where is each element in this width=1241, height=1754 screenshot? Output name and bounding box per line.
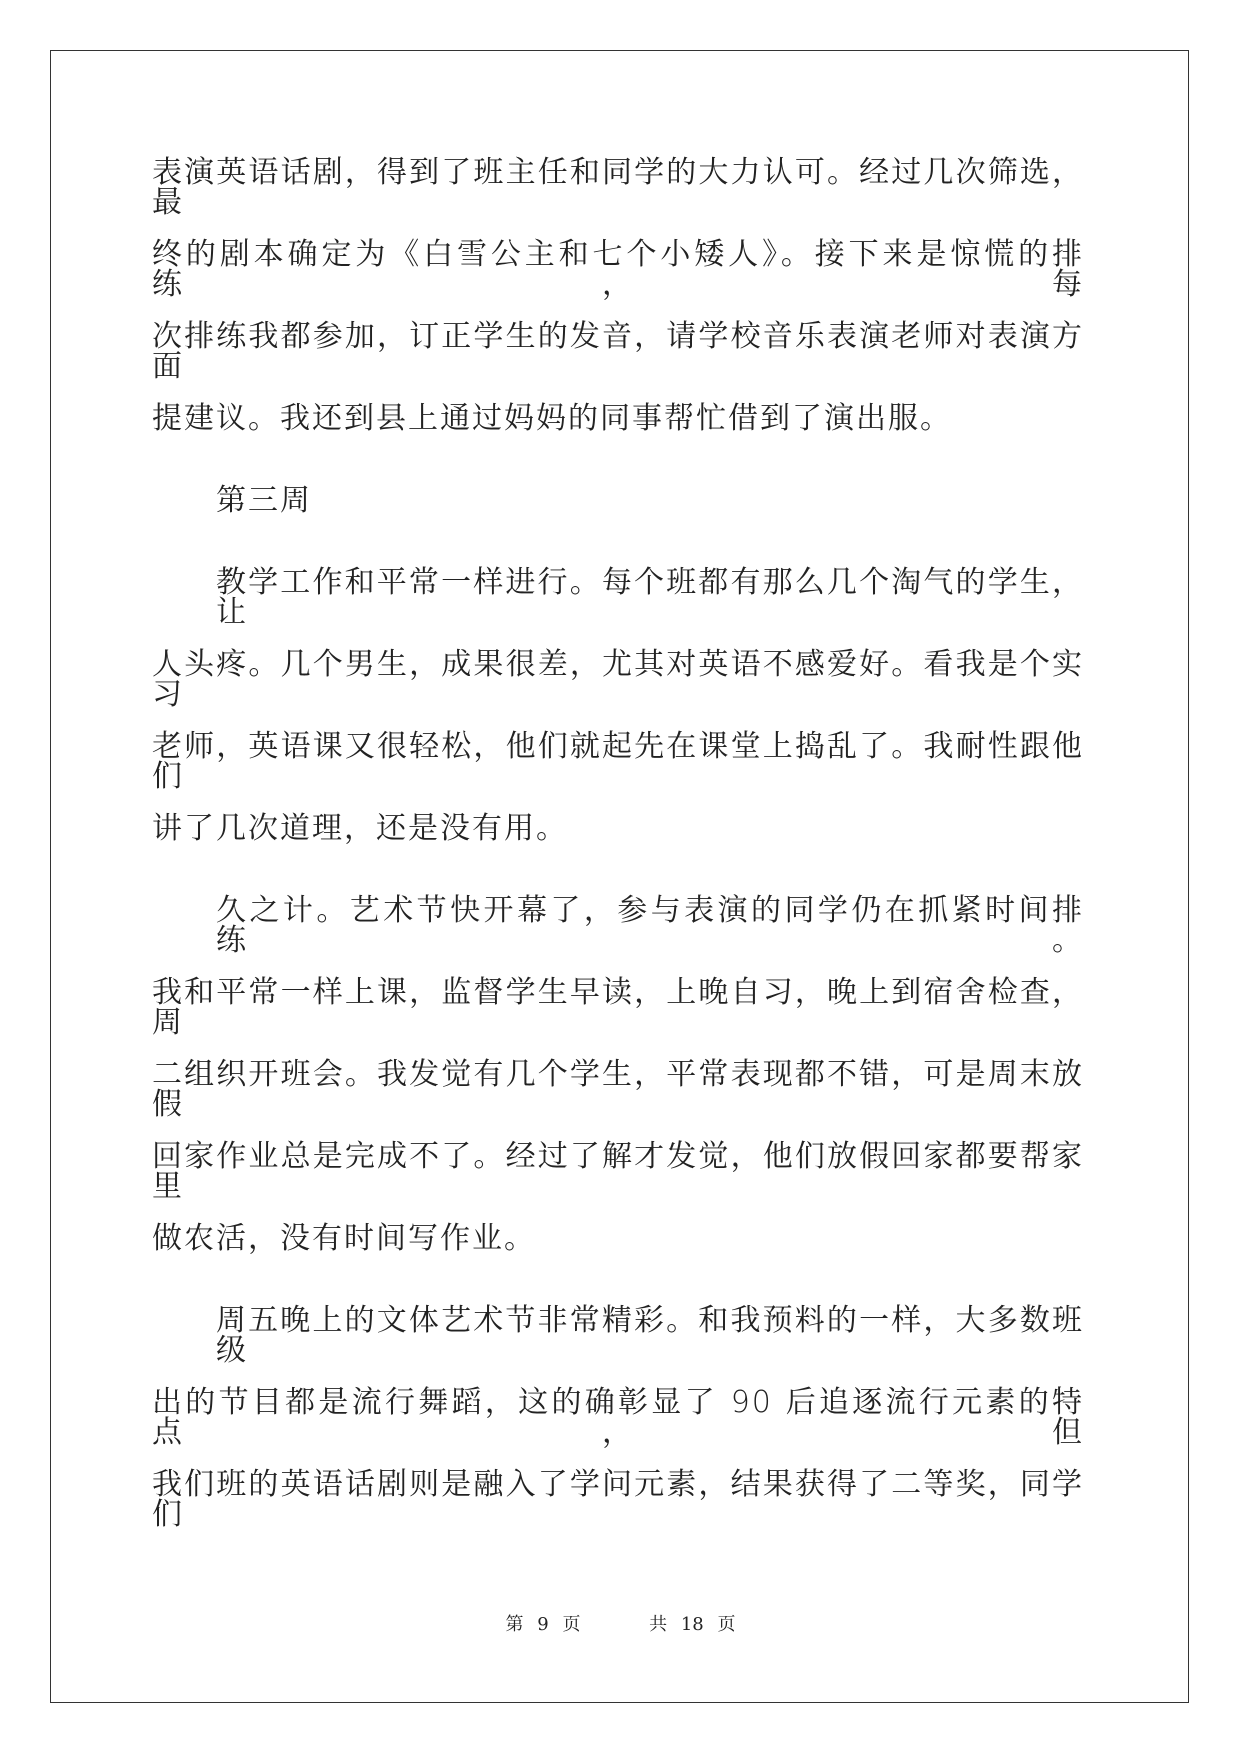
page-number: 第 9 页	[505, 1614, 581, 1635]
text-line: 久之计。艺术节快开幕了，参与表演的同学仍在抓紧时间排练。	[216, 893, 1084, 958]
text-line: 二组织开班会。我发觉有几个学生，平常表现都不错，可是周末放假	[152, 1057, 1084, 1122]
text-line: 提建议。我还到县上通过妈妈的同事帮忙借到了演出服。	[152, 401, 952, 436]
text-line: 回家作业总是完成不了。经过了解才发觉，他们放假回家都要帮家里	[152, 1139, 1084, 1204]
page-total: 共 18 页	[649, 1614, 736, 1635]
text-line: 做农活，没有时间写作业。	[152, 1221, 536, 1256]
text-line: 第三周	[216, 483, 312, 518]
text-line: 教学工作和平常一样进行。每个班都有那么几个淘气的学生，让	[216, 565, 1084, 630]
text-line: 表演英语话剧，得到了班主任和同学的大力认可。经过几次筛选，最	[152, 155, 1084, 220]
page-footer	[0, 1610, 1241, 1636]
text-line: 终的剧本确定为《白雪公主和七个小矮人》。接下来是惊慌的排练，每	[152, 237, 1084, 302]
text-line: 我和平常一样上课，监督学生早读，上晚自习，晚上到宿舍检查，周	[152, 975, 1084, 1040]
text-line: 人头疼。几个男生，成果很差，尤其对英语不感爱好。看我是个实习	[152, 647, 1084, 712]
text-line: 次排练我都参加，订正学生的发音，请学校音乐表演老师对表演方面	[152, 319, 1084, 384]
document-body	[152, 155, 1084, 1552]
text-line: 讲了几次道理，还是没有用。	[152, 811, 568, 846]
text-line: 我们班的英语话剧则是融入了学问元素，结果获得了二等奖，同学们	[152, 1467, 1084, 1532]
text-line: 出的节目都是流行舞蹈，这的确彰显了 90 后追逐流行元素的特点，但	[152, 1385, 1084, 1450]
text-line: 周五晚上的文体艺术节非常精彩。和我预料的一样，大多数班级	[216, 1303, 1084, 1368]
text-line: 老师，英语课又很轻松，他们就起先在课堂上捣乱了。我耐性跟他们	[152, 729, 1084, 794]
